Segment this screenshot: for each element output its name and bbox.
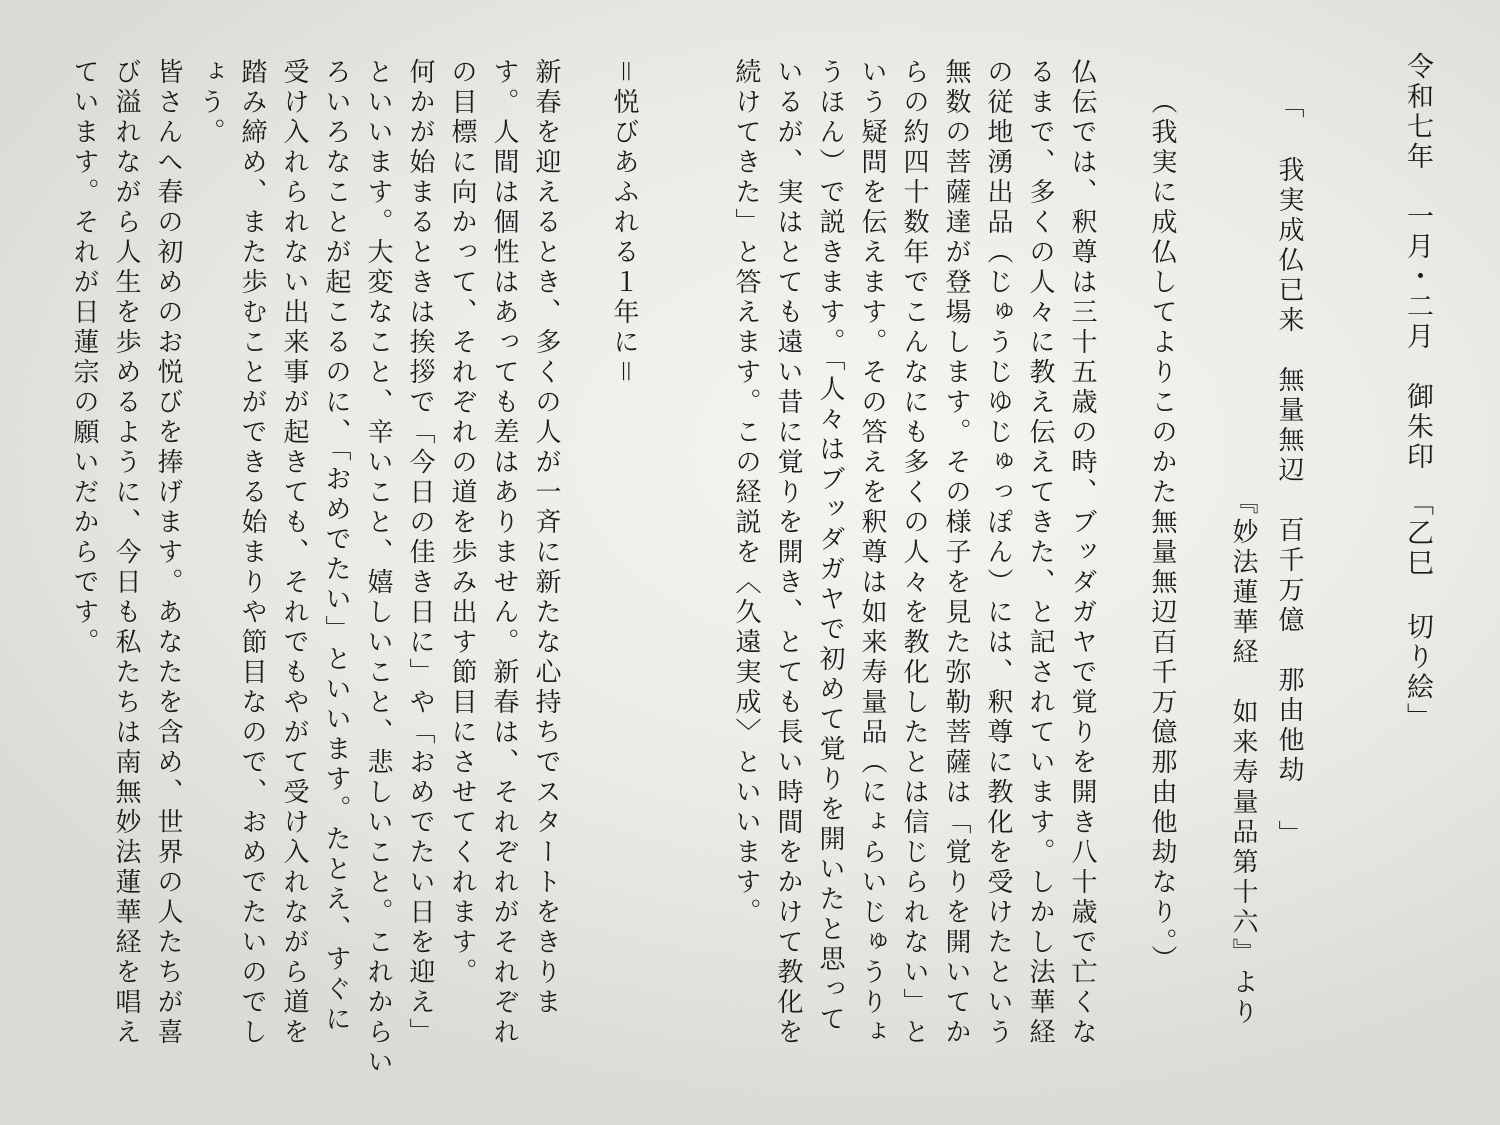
body-line: す。人間は個性はあっても差はありません。新春は、それぞれがそれぞれ bbox=[489, 58, 519, 1048]
body-line: の目標に向かって、それぞれの道を歩み出す節目にさせてくれます。 bbox=[447, 58, 477, 988]
body-line: 新春を迎えるとき、多くの人が一斉に新たな心持ちでスタートをきりま bbox=[531, 58, 561, 1018]
body-line: うほん）で説きます。「人々はブッダガヤで初めて覚りを開いたと思って bbox=[815, 58, 845, 1035]
body-line: 続けてきた」と答えます。この経説を〈久遠実成〉といいます。 bbox=[731, 58, 761, 928]
section-heading: ＝悦びあふれる１年に＝ bbox=[609, 58, 639, 388]
body-line: 無数の菩薩達が登場します。その様子を見た弥勒菩薩は「覚りを開いてか bbox=[941, 58, 971, 1048]
body-line: いう疑問を伝えます。その答えを釈尊は如来寿量品（にょらいじゅうりょ bbox=[857, 58, 887, 1048]
body-line: ろいろなことが起こるのに、「おめでたい」といいます。たとえ、すぐに bbox=[321, 58, 351, 1035]
body-line: 何かが始まるときは挨拶で「今日の佳き日に」や「おめでたい日を迎え」 bbox=[405, 58, 435, 1048]
body-line: 受け入れられない出来事が起きても、それでもやがて受け入れながら道を bbox=[279, 58, 309, 1048]
body-line: び溢れながら人生を歩めるように、今日も私たちは南無妙法蓮華経を唱え bbox=[111, 58, 141, 1048]
body-line: いるが、実はとても遠い昔に覚りを開き、とても長い時間をかけて教化を bbox=[773, 58, 803, 1048]
body-line: ています。それが日蓮宗の願いだからです。 bbox=[69, 58, 99, 658]
body-line: ょう。 bbox=[195, 58, 225, 148]
translation-text: （我実に成仏してよりこのかた無量無辺百千万億那由他劫なり。） bbox=[1147, 88, 1177, 975]
body-line: の従地湧出品（じゅうじゆじゅっぽん）には、釈尊に教化を受けたという bbox=[983, 58, 1013, 1048]
body-line: らの約四十数年でこんなにも多くの人々を教化したとは信じられない」と bbox=[899, 58, 929, 1048]
body-line: るまで、多くの人々に教え伝えてきた、と記されています。しかし法華経 bbox=[1025, 58, 1055, 1048]
body-line: 仏伝では、釈尊は三十五歳の時、ブッダガヤで覚りを開き八十歳で亡くな bbox=[1067, 58, 1097, 1048]
sutra-source: 『妙法蓮華経 如来寿量品第十六』より bbox=[1228, 488, 1258, 1028]
sutra-quote: 「 我実成仏已来 無量無辺 百千万億 那由他劫 」 bbox=[1274, 92, 1304, 850]
page-title: 令和七年 一月・二月 御朱印 「乙巳 切り絵」 bbox=[1402, 52, 1433, 733]
body-line: 皆さんへ春の初めのお悦びを捧げます。あなたを含め、世界の人たちが喜 bbox=[153, 58, 183, 1048]
body-line: といいます。大変なこと、辛いこと、嬉しいこと、悲しいこと。これからい bbox=[363, 58, 393, 1078]
body-line: 踏み締め、また歩むことができる始まりや節目なので、おめでたいのでし bbox=[237, 58, 267, 1048]
